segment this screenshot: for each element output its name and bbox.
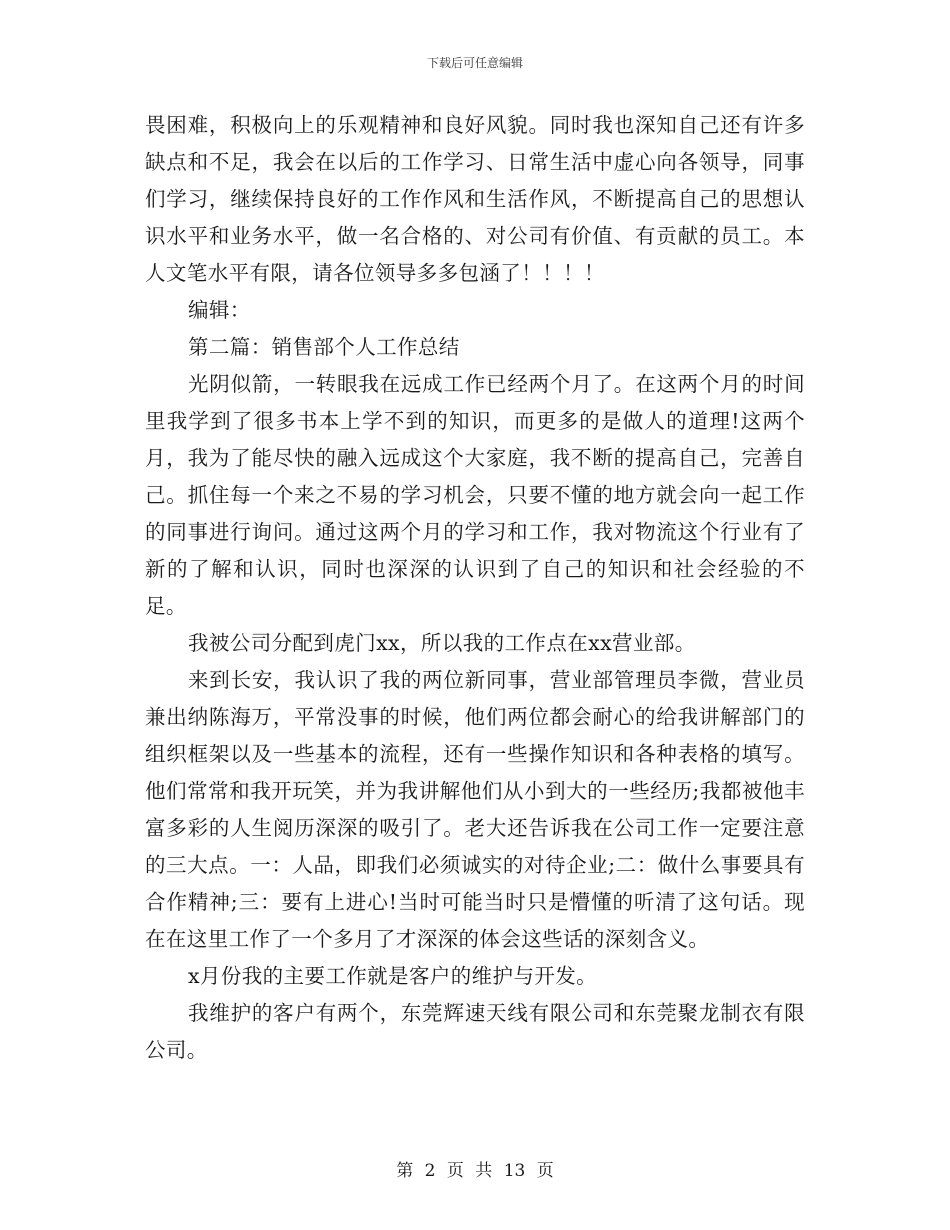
paragraph-1: 畏困难，积极向上的乐观精神和良好风貌。同时我也深知自己还有许多缺点和不足，我会在以后的工作学习、日常生活中虚心向各领导，同事们学习，继续保持良好的工作作风和生活作风，不断提高自己的思想认识水平和业务水平，做一名合格的、对公司有价值、有贡献的员工。本人文笔水平有限，请各位领导多多包涵了！！！！ [145,113,805,285]
paragraph-6: x月份我的主要工作就是客户的维护与开发。 [188,964,598,988]
section-heading: 第二篇：销售部个人工作总结 [188,335,460,359]
paragraph-3: 光阴似箭，一转眼我在远成工作已经两个月了。在这两个月的时间里我学到了很多书本上学不到的知识，而更多的是做人的道理!这两个月，我为了能尽快的融入远成这个大家庭，我不断的提高自己，完善自己。抓住每一个来之不易的学习机会，只要不懂的地方就会向一起工作的同事进行询问。通过这两个月的学习和工作，我对物流这个行业有了新的了解和认识，同时也深深的认识到了自己的知识和社会经验的不足。 [145,372,805,618]
document-body [145,107,805,1069]
paragraph-7: 我维护的客户有两个，东莞辉速天线有限公司和东莞聚龙制衣有限公司。 [145,1001,805,1062]
paragraph-5: 来到长安，我认识了我的两位新同事，营业部管理员李微，营业员兼出纳陈海万，平常没事的时候，他们两位都会耐心的给我讲解部门的组织框架以及一些基本的流程，还有一些操作知识和各种表格的填写。他们常常和我开玩笑，并为我讲解他们从小到大的一些经历;我都被他丰富多彩的人生阅历深深的吸引了。老大还告诉我在公司工作一定要注意的三大点。一：人品，即我们必须诚实的对待企业;二：做什么事要具有合作精神;三：要有上进心!当时可能当时只是懵懂的听清了这句话。现在在这里工作了一个多月了才深深的体会这些话的深刻含义。 [145,668,805,951]
paragraph-2: 编辑： [188,298,251,322]
paragraph-4: 我被公司分配到虎门xx，所以我的工作点在xx营业部。 [188,631,696,655]
page-header: 下载后可任意编辑 [426,56,523,70]
page-footer: 第 2 页 共 13 页 [396,1161,554,1181]
